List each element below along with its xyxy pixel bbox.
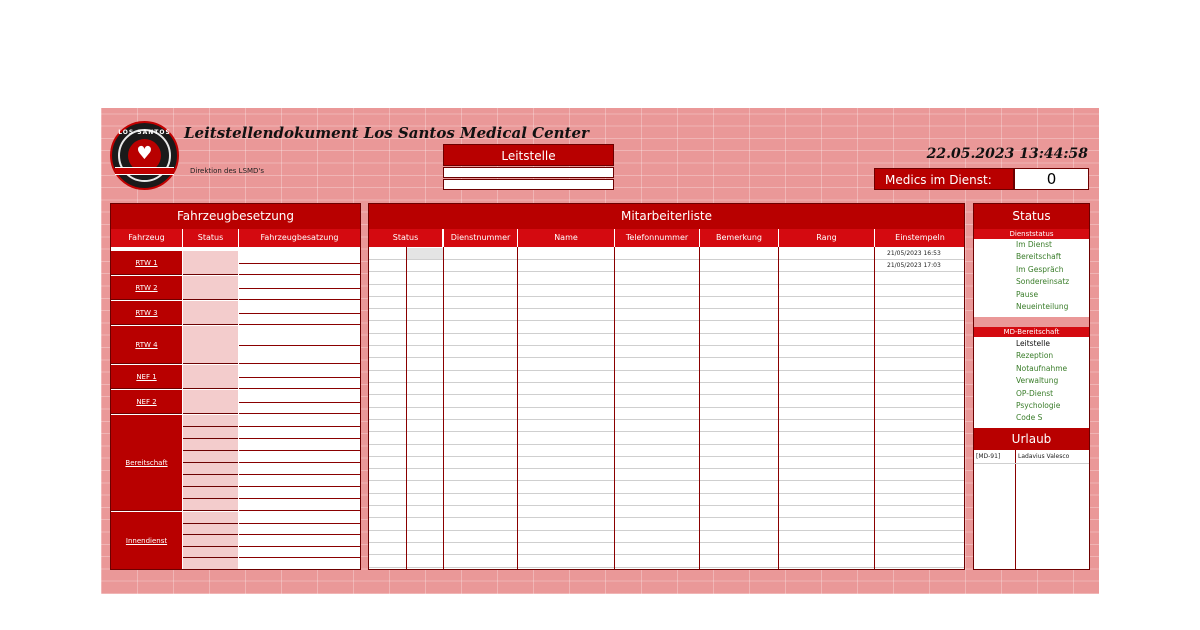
vehicle-status-cell[interactable] <box>183 251 238 275</box>
dienststatus-item: Im Dienst <box>1016 240 1052 249</box>
leitstelle-field-1[interactable] <box>443 167 614 178</box>
vehicle-crew-cell[interactable] <box>239 524 360 536</box>
vehicle-status-cell[interactable] <box>183 499 238 511</box>
status-panel <box>973 203 1090 570</box>
md-bereitschaft-item: Notaufnahme <box>1016 363 1068 373</box>
md-bereitschaft-item: Psychologie <box>1016 401 1061 410</box>
md-bereitschaft-label: MD-Bereitschaft <box>974 327 1089 337</box>
vehicle-status-cell[interactable] <box>183 301 238 325</box>
dienststatus-item: Neueinteilung <box>1016 302 1069 311</box>
col-telefonnummer: Telefonnummer <box>615 229 699 247</box>
vehicle-status-cell[interactable] <box>183 415 238 427</box>
dienststatus-item: Pause <box>1016 289 1039 299</box>
col-bemerkung: Bemerkung <box>700 229 778 247</box>
vehicle-crew-cell[interactable] <box>239 487 360 499</box>
mitarbeiterliste-panel <box>368 203 965 570</box>
selected-cell[interactable] <box>407 248 443 259</box>
vehicle-4[interactable]: RTW 4 <box>111 326 182 364</box>
col-fahrzeug: Fahrzeug <box>111 229 182 247</box>
vehicle-status-cell[interactable] <box>183 427 238 439</box>
vehicle-crew-cell[interactable] <box>239 499 360 511</box>
vehicle-status-cell[interactable] <box>183 535 238 547</box>
md-bereitschaft-item: Leitstelle <box>1016 339 1050 348</box>
logo-text: LOS SANTOS <box>118 129 171 136</box>
vehicle-status-cell[interactable] <box>183 390 238 414</box>
urlaub-id: [MD-91] <box>976 453 1001 460</box>
vehicle-crew-cell[interactable] <box>239 512 360 524</box>
vehicle-status-cell[interactable] <box>183 512 238 524</box>
lsmd-logo <box>110 121 179 190</box>
col-name: Name <box>518 229 614 247</box>
vehicle-8[interactable]: Innendienst <box>111 512 182 570</box>
col-status: Status <box>183 229 238 247</box>
current-datetime: 22.05.2023 13:44:58 <box>926 146 1088 162</box>
md-bereitschaft-item: Rezeption <box>1016 351 1054 361</box>
status-title: Status <box>974 204 1089 229</box>
urlaub-name: Ladavius Valesco <box>1018 453 1070 460</box>
vehicle-7[interactable]: Bereitschaft <box>111 415 182 511</box>
col-ma-status: Status <box>369 229 442 247</box>
vehicle-6[interactable]: NEF 2 <box>111 390 182 414</box>
medics-label: Medics im Dienst: <box>874 168 1014 190</box>
vehicle-status-cell[interactable] <box>183 547 238 559</box>
vehicle-status-cell[interactable] <box>183 439 238 451</box>
vehicle-status-cell[interactable] <box>183 326 238 364</box>
vehicle-5[interactable]: NEF 1 <box>111 365 182 389</box>
fahrzeugbesetzung-title: Fahrzeugbesetzung <box>111 204 360 229</box>
leitstelle-field-2[interactable] <box>443 179 614 190</box>
fahrzeugbesetzung-panel <box>110 203 361 570</box>
md-bereitschaft-item: OP-Dienst <box>1016 388 1054 398</box>
vehicle-crew-cell[interactable] <box>239 463 360 475</box>
vehicle-crew-cell[interactable] <box>239 427 360 439</box>
vehicle-3[interactable]: RTW 3 <box>111 301 182 325</box>
md-bereitschaft-item: Code S <box>1016 413 1043 423</box>
vehicle-crew-cell[interactable] <box>239 558 360 570</box>
col-fahrzeugbesatzung: Fahrzeugbesatzung <box>239 229 360 247</box>
leitstelle-header: Leitstelle <box>443 144 614 166</box>
vehicle-status-cell[interactable] <box>183 451 238 463</box>
document-subtitle: Direktion des LSMD's <box>190 167 265 175</box>
medics-count: 0 <box>1014 168 1089 190</box>
vehicle-crew-cell[interactable] <box>239 439 360 451</box>
einstempeln-value: 21/05/2023 16:53 <box>887 250 941 257</box>
einstempeln-value: 21/05/2023 17:03 <box>887 262 941 270</box>
dienststatus-label: Dienststatus <box>974 229 1089 239</box>
mitarbeiterliste-title: Mitarbeiterliste <box>369 204 964 229</box>
heartbeat-icon: ♥ <box>136 143 153 164</box>
dienststatus-item: Sondereinsatz <box>1016 277 1070 287</box>
vehicle-status-cell[interactable] <box>183 487 238 499</box>
md-bereitschaft-item: Verwaltung <box>1016 376 1059 386</box>
vehicle-status-cell[interactable] <box>183 365 238 389</box>
dienststatus-item: Bereitschaft <box>1016 252 1062 262</box>
document-title: Leitstellendokument Los Santos Medical Center <box>184 124 589 142</box>
col-dienstnummer: Dienstnummer <box>444 229 517 247</box>
vehicle-crew-cell[interactable] <box>239 535 360 547</box>
vehicle-crew-cell[interactable] <box>239 547 360 559</box>
vehicle-crew-cell[interactable] <box>239 475 360 487</box>
urlaub-title: Urlaub <box>974 428 1089 450</box>
vehicle-status-cell[interactable] <box>183 276 238 300</box>
vehicle-status-cell[interactable] <box>183 463 238 475</box>
vehicle-status-cell[interactable] <box>183 524 238 536</box>
vehicle-crew-cell[interactable] <box>239 415 360 427</box>
vehicle-status-cell[interactable] <box>183 475 238 487</box>
vehicle-crew-cell[interactable] <box>239 451 360 463</box>
col-einstempeln: Einstempeln <box>875 229 965 247</box>
dienststatus-item: Im Gespräch <box>1016 264 1064 274</box>
vehicle-2[interactable]: RTW 2 <box>111 276 182 300</box>
col-rang: Rang <box>779 229 874 247</box>
vehicle-status-cell[interactable] <box>183 558 238 570</box>
vehicle-1[interactable]: RTW 1 <box>111 251 182 275</box>
